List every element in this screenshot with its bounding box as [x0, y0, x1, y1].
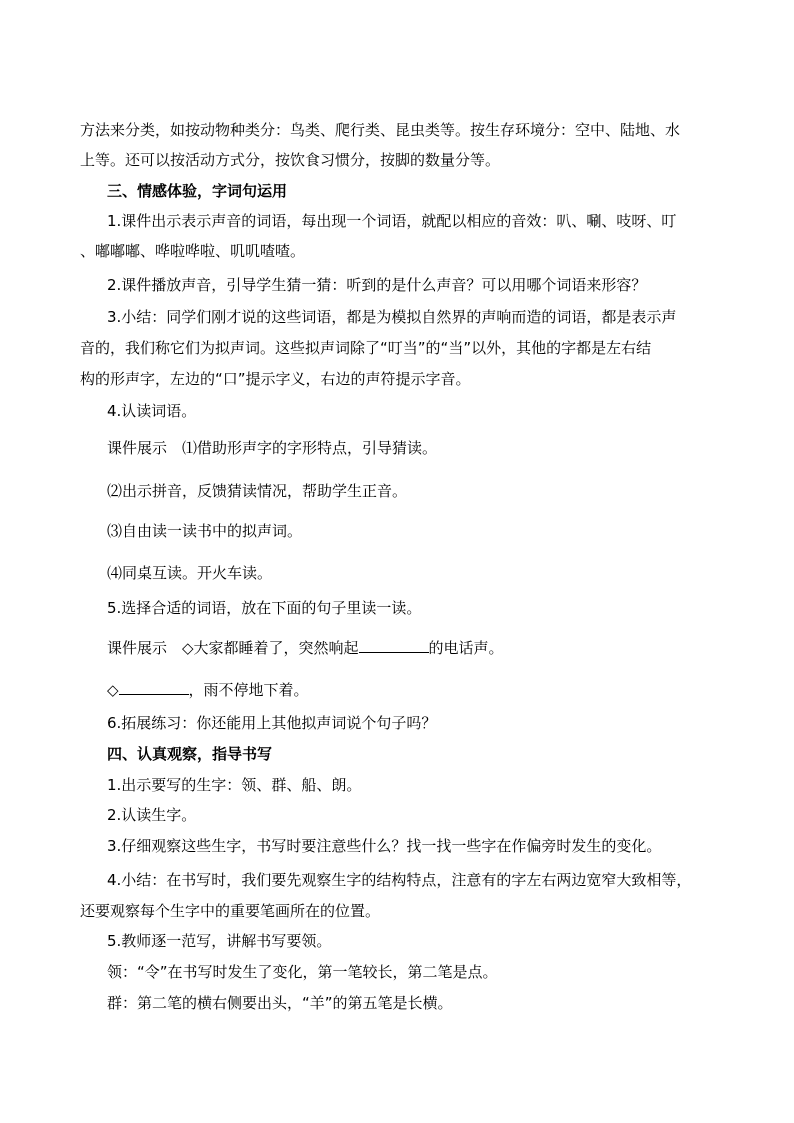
paragraph-line: 方法来分类，如按动物种类分：鸟类、爬行类、昆虫类等。按生存环境分：空中、陆地、水: [80, 121, 681, 139]
diamond-bullet: ◇: [107, 681, 119, 699]
section-heading: 三、情感体验，字词句运用: [107, 182, 288, 200]
paragraph-line: 还要观察每个生字中的重要笔画所在的位置。: [80, 902, 381, 920]
paragraph-line: 5.选择合适的词语，放在下面的句子里读一读。: [107, 599, 422, 617]
paragraph-line: 4.小结：在书写时，我们要先观察生字的结构特点，注意有的字左右两边宽窄大致相等，: [107, 871, 692, 889]
courseware-line: ⑶自由读一读书中的拟声词。: [107, 522, 303, 540]
sentence-prefix: 课件展示 ◇大家都睡着了，突然响起: [107, 639, 359, 657]
courseware-line: [107, 636, 504, 658]
paragraph-line: 构的形声字，左边的“口”提示字义，右边的声符提示字音。: [80, 370, 471, 388]
paragraph-line: 2.认读生字。: [107, 806, 197, 824]
paragraph-line: 4.认读词语。: [107, 402, 197, 420]
paragraph-line: 上等。还可以按活动方式分，按饮食习惯分，按脚的数量分等。: [80, 151, 501, 169]
fill-blank: [119, 678, 189, 695]
courseware-line: ⑵出示拼音，反馈猜读情况，帮助学生正音。: [107, 482, 408, 500]
paragraph-line: 音的，我们称它们为拟声词。这些拟声词除了“叮当”的“当”以外，其他的字都是左右结: [80, 339, 652, 357]
paragraph-line: 5.教师逐一范写，讲解书写要领。: [107, 932, 332, 950]
sentence-suffix: ，雨不停地下着。: [188, 681, 309, 699]
courseware-line: ⑷同桌互读。开火车读。: [107, 564, 273, 582]
paragraph-line: 1.课件出示表示声音的词语，每出现一个词语，就配以相应的音效：叭、唰、吱呀、叮: [107, 212, 677, 230]
paragraph-line: 领：“令”在书写时发生了变化，第一笔较长，第二笔是点。: [107, 963, 498, 981]
fill-blank: [359, 636, 429, 653]
paragraph-line: 6.拓展练习：你还能用上其他拟声词说个句子吗？: [107, 714, 437, 732]
paragraph-line: 1.出示要写的生字：领、群、船、朗。: [107, 776, 362, 794]
courseware-line: [107, 678, 309, 700]
paragraph-line: 2.课件播放声音，引导学生猜一猜：听到的是什么声音？可以用哪个词语来形容？: [107, 276, 647, 294]
paragraph-line: 3.仔细观察这些生字，书写时要注意些什么？找一找一些字在作偏旁时发生的变化。: [107, 837, 662, 855]
courseware-line: 课件展示 ⑴借助形声字的字形特点，引导猜读。: [107, 439, 438, 457]
section-heading: 四、认真观察，指导书写: [107, 745, 273, 763]
sentence-suffix: 的电话声。: [428, 639, 504, 657]
paragraph-line: 、嘟嘟嘟、哗啦哗啦、叽叽喳喳。: [80, 242, 306, 260]
paragraph-line: 群：第二笔的横右侧要出头，“羊”的第五笔是长横。: [107, 994, 453, 1012]
paragraph-line: 3.小结：同学们刚才说的这些词语，都是为模拟自然界的声响而造的词语，都是表示声: [107, 308, 677, 326]
